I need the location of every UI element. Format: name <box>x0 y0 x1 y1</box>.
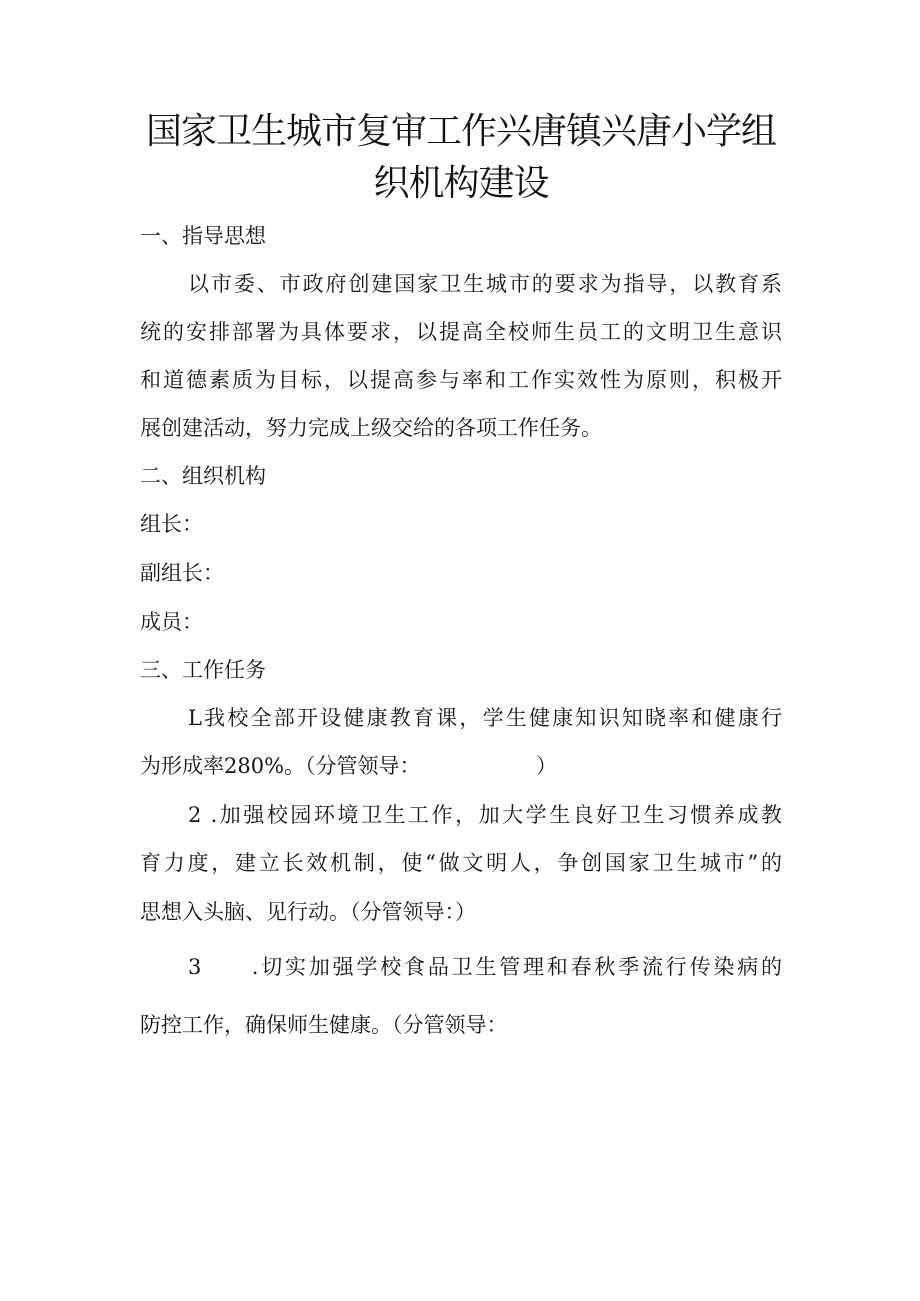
task-2-line-3: 思想入头脑、见行动。（分管领导：） <box>140 900 476 924</box>
paragraph-line: 统的安排部署为具体要求，以提高全校师生员工的文明卫生意识 <box>140 320 782 344</box>
role-members: 成员： <box>140 610 203 634</box>
section-heading-organization: 二、组织机构 <box>140 464 266 488</box>
task-1-line-1: L我校全部开设健康教育课，学生健康知识知晓率和健康行 <box>188 706 782 730</box>
task-1-line-2: 为形成率280%。（分管领导： ） <box>140 754 558 778</box>
section-heading-guiding-ideology: 一、指导思想 <box>140 224 266 248</box>
task-2-line-1: 2 .加强校园环境卫生工作，加大学生良好卫生习惯养成教 <box>188 803 782 827</box>
task-3-line-2: 防控工作，确保师生健康。（分管领导： <box>140 1013 508 1037</box>
document-title-line-1: 国家卫生城市复审工作兴唐镇兴唐小学组 <box>145 111 776 152</box>
role-deputy-leader: 副组长： <box>140 561 224 585</box>
task-3-line-1: 3 .切实加强学校食品卫生管理和春秋季流行传染病的 <box>188 955 782 979</box>
section-heading-work-tasks: 三、工作任务 <box>140 658 266 682</box>
document-title-line-2: 织机构建设 <box>373 163 549 204</box>
paragraph-line: 展创建活动，努力完成上级交给的各项工作任务。 <box>140 416 602 440</box>
task-2-line-2: 育力度，建立长效机制，使“做文明人，争创国家卫生城市”的 <box>140 851 782 875</box>
paragraph-line: 以市委、市政府创建国家卫生城市的要求为指导，以教育系 <box>188 272 782 296</box>
role-group-leader: 组长： <box>140 512 203 536</box>
paragraph-line: 和道德素质为目标，以提高参与率和工作实效性为原则，积极开 <box>140 368 782 392</box>
